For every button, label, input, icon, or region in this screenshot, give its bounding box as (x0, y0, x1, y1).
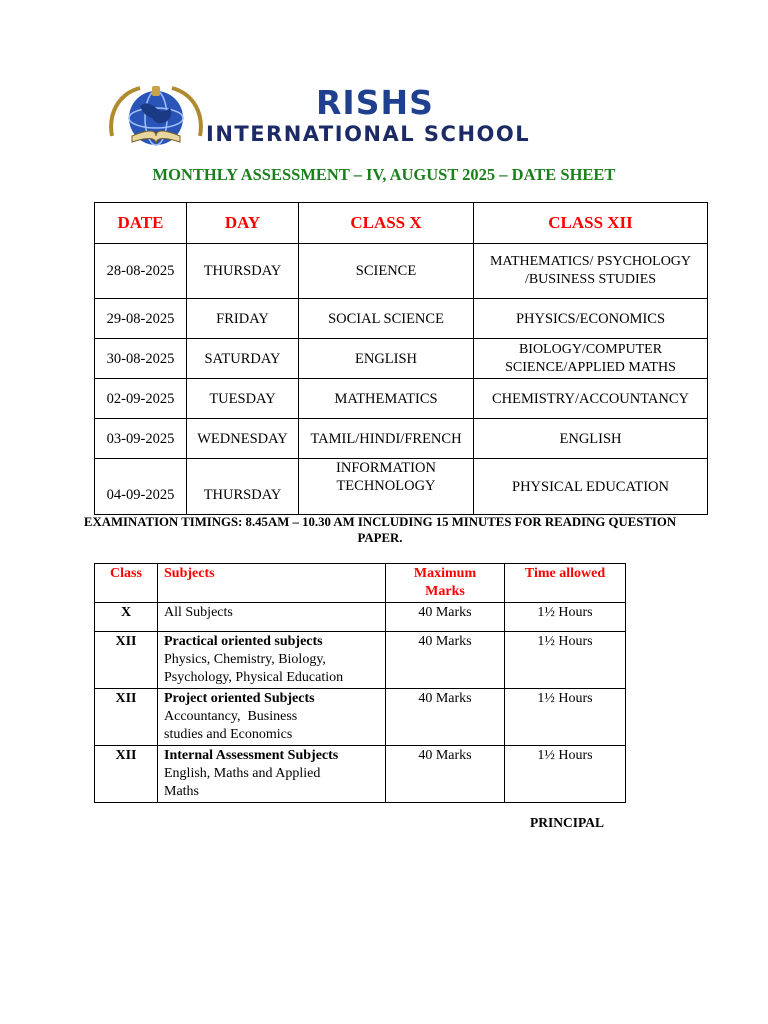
date-cell: 03-09-2025 (95, 419, 187, 459)
header-time-allowed: Time allowed (505, 564, 626, 603)
logo-text-top: RISHS (316, 83, 434, 122)
subject-title: Practical oriented subjects (164, 634, 323, 649)
principal-signature-label: PRINCIPAL (530, 815, 604, 830)
table-row (95, 244, 708, 299)
date-cell: 02-09-2025 (95, 379, 187, 419)
class-x-cell: SOCIAL SCIENCE (299, 299, 474, 339)
day-cell: TUESDAY (187, 379, 299, 419)
day-cell: SATURDAY (187, 339, 299, 379)
date-cell: 29-08-2025 (95, 299, 187, 339)
subject-cell (158, 603, 386, 632)
table-row (95, 632, 626, 689)
subject-cell (158, 632, 386, 689)
marks-header-row (95, 564, 626, 603)
class-xii-cell: PHYSICAL EDUCATION (474, 459, 708, 515)
class-cell: XII (95, 632, 158, 689)
class-cell: XII (95, 746, 158, 803)
day-cell: THURSDAY (187, 459, 299, 515)
header-max-marks: Maximum Marks (386, 564, 505, 603)
logo-text-bottom: INTERNATIONAL SCHOOL (206, 122, 531, 146)
class-x-cell: ENGLISH (299, 339, 474, 379)
header-class: Class (95, 564, 158, 603)
marks-cell: 40 Marks (386, 746, 505, 803)
day-cell: THURSDAY (187, 244, 299, 299)
class-xii-cell: ENGLISH (474, 419, 708, 459)
date-cell: 28-08-2025 (95, 244, 187, 299)
marks-cell: 40 Marks (386, 689, 505, 746)
class-xii-cell: BIOLOGY/COMPUTER SCIENCE/APPLIED MATHS (474, 339, 708, 379)
subject-detail: English, Maths and Applied Maths (164, 766, 321, 799)
time-cell: 1½ Hours (505, 689, 626, 746)
class-xii-cell: CHEMISTRY/ACCOUNTANCY (474, 379, 708, 419)
header-class-x: CLASS X (299, 203, 474, 244)
time-cell: 1½ Hours (505, 632, 626, 689)
header-date: DATE (95, 203, 187, 244)
date-cell: 04-09-2025 (95, 459, 187, 515)
table-row (95, 746, 626, 803)
exam-timings-note: EXAMINATION TIMINGS: 8.45AM – 10.30 AM INCLUDING 15 MINUTES FOR READING QUESTION PAPER. (83, 515, 677, 545)
day-cell: FRIDAY (187, 299, 299, 339)
time-cell: 1½ Hours (505, 746, 626, 803)
header-class-xii: CLASS XII (474, 203, 708, 244)
class-x-cell: INFORMATION TECHNOLOGY (299, 459, 474, 515)
subject-detail: Accountancy, Business studies and Economics (164, 709, 301, 742)
table-row (95, 379, 708, 419)
subject-title: Project oriented Subjects (164, 691, 315, 706)
page-title: MONTHLY ASSESSMENT – IV, AUGUST 2025 – DATE SHEET (152, 165, 616, 184)
table-row (95, 299, 708, 339)
class-cell: X (95, 603, 158, 632)
class-x-cell: TAMIL/HINDI/FRENCH (299, 419, 474, 459)
time-cell: 1½ Hours (505, 603, 626, 632)
subject-cell (158, 689, 386, 746)
class-x-cell: SCIENCE (299, 244, 474, 299)
class-xii-cell: PHYSICS/ECONOMICS (474, 299, 708, 339)
table-row (95, 459, 708, 515)
table-row (95, 603, 626, 632)
marks-cell: 40 Marks (386, 603, 505, 632)
marks-cell: 40 Marks (386, 632, 505, 689)
subject-cell (158, 746, 386, 803)
table-row (95, 419, 708, 459)
class-cell: XII (95, 689, 158, 746)
subject-detail: Physics, Chemistry, Biology, Psychology, Physical Education (164, 652, 344, 685)
class-xii-cell: MATHEMATICS/ PSYCHOLOGY /BUSINESS STUDIES (474, 244, 708, 299)
date-cell: 30-08-2025 (95, 339, 187, 379)
date-sheet-header-row (95, 203, 708, 244)
table-row (95, 339, 708, 379)
table-row (95, 689, 626, 746)
header-day: DAY (187, 203, 299, 244)
subject-detail: All Subjects (164, 605, 233, 620)
header-subjects: Subjects (158, 564, 386, 603)
school-logo (106, 84, 606, 150)
marks-time-table (94, 563, 626, 803)
subject-title: Internal Assessment Subjects (164, 748, 339, 763)
class-x-cell: MATHEMATICS (299, 379, 474, 419)
day-cell: WEDNESDAY (187, 419, 299, 459)
date-sheet-table (94, 202, 708, 515)
